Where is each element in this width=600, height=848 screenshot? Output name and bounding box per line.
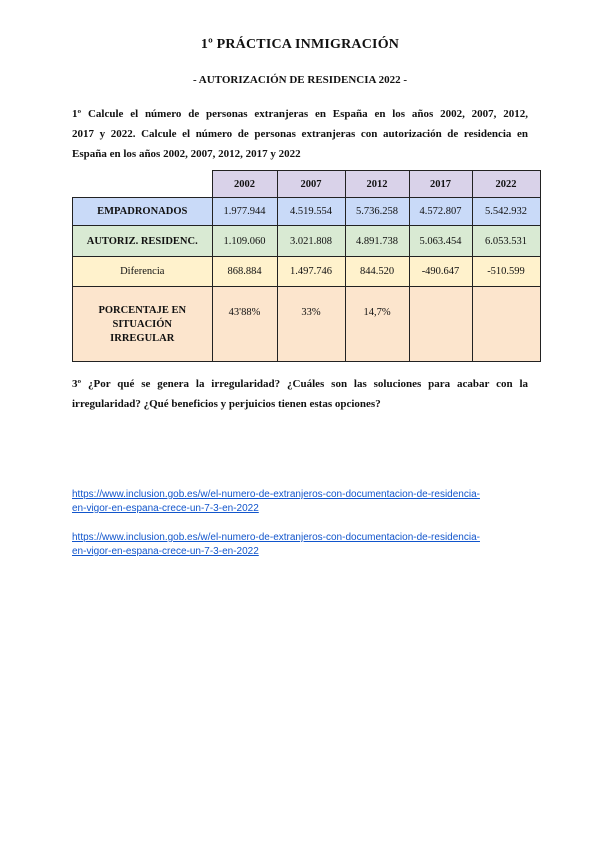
table-row-empadronados — [73, 198, 541, 226]
source-link-1[interactable] — [72, 488, 542, 516]
row-label-porcentaje-line-2: SITUACIÓN — [112, 319, 172, 330]
year-header-2007: 2007 — [277, 171, 345, 198]
year-header-2017: 2017 — [409, 171, 472, 198]
table-row-autorizados — [73, 226, 541, 257]
table-cell: 5.542.932 — [472, 198, 540, 226]
row-label-diferencia: Diferencia — [73, 257, 213, 287]
table-cell: 5.063.454 — [409, 226, 472, 257]
table-cell: 4.572.807 — [409, 198, 472, 226]
table-cell: 1.109.060 — [212, 226, 277, 257]
table-cell: 3.021.808 — [277, 226, 345, 257]
table-cell: 868.884 — [212, 257, 277, 287]
question-3-line-1: 3º ¿Por qué se genera la irregularidad? ¿Cuáles son las soluciones para acabar con la — [72, 378, 528, 390]
question-1-line-1: 1º Calcule el número de personas extranjeras en España en los años 2002, 2007, 2012, — [72, 108, 528, 120]
table-header-empty-cell — [73, 171, 213, 198]
table-cell — [472, 287, 540, 362]
table-cell: 5.736.258 — [345, 198, 409, 226]
source-link-1-line-1: https://www.inclusion.gob.es/w/el-numero-de-extranjeros-con-documentacion-de-residencia- — [72, 489, 480, 500]
table-cell: 6.053.531 — [472, 226, 540, 257]
question-1-line-2: 2017 y 2022. Calcule el número de personas extranjeras con autorización de residencia en — [72, 128, 528, 140]
table-cell: 1.977.944 — [212, 198, 277, 226]
table-cell — [409, 287, 472, 362]
question-3 — [72, 374, 528, 414]
source-link-2[interactable] — [72, 531, 542, 559]
question-3-line-2: irregularidad? ¿Qué beneficios y perjuicios tienen estas opciones? — [72, 398, 381, 410]
table-cell: -490.647 — [409, 257, 472, 287]
row-label-empadronados: EMPADRONADOS — [73, 198, 213, 226]
year-header-2002: 2002 — [212, 171, 277, 198]
table-row-diferencia — [73, 257, 541, 287]
question-1-line-3: España en los años 2002, 2007, 2012, 2017 y 2022 — [72, 148, 301, 160]
table-cell: 33% — [277, 287, 345, 362]
row-label-porcentaje-line-1: PORCENTAJE EN — [98, 305, 187, 316]
table-header-row — [73, 171, 541, 198]
immigration-table — [72, 170, 541, 362]
table-cell: -510.599 — [472, 257, 540, 287]
table-cell: 1.497.746 — [277, 257, 345, 287]
year-header-2022: 2022 — [472, 171, 540, 198]
year-header-2012: 2012 — [345, 171, 409, 198]
source-link-2-line-1: https://www.inclusion.gob.es/w/el-numero-de-extranjeros-con-documentacion-de-residencia- — [72, 532, 480, 543]
table-row-porcentaje — [73, 287, 541, 362]
table-cell: 14,7% — [345, 287, 409, 362]
row-label-porcentaje-line-3: IRREGULAR — [110, 333, 175, 344]
table-cell: 4.519.554 — [277, 198, 345, 226]
row-label-autorizados: AUTORIZ. RESIDENC. — [73, 226, 213, 257]
source-link-2-line-2: en-vigor-en-espana-crece-un-7-3-en-2022 — [72, 546, 259, 557]
table-cell: 43'88% — [212, 287, 277, 362]
table-cell: 844.520 — [345, 257, 409, 287]
table-cell: 4.891.738 — [345, 226, 409, 257]
page-subtitle: - AUTORIZACIÓN DE RESIDENCIA 2022 - — [192, 74, 408, 86]
page-title: 1º PRÁCTICA INMIGRACIÓN — [200, 37, 400, 52]
row-label-porcentaje — [73, 287, 213, 362]
source-link-1-line-2: en-vigor-en-espana-crece-un-7-3-en-2022 — [72, 503, 259, 514]
question-1 — [72, 104, 528, 164]
